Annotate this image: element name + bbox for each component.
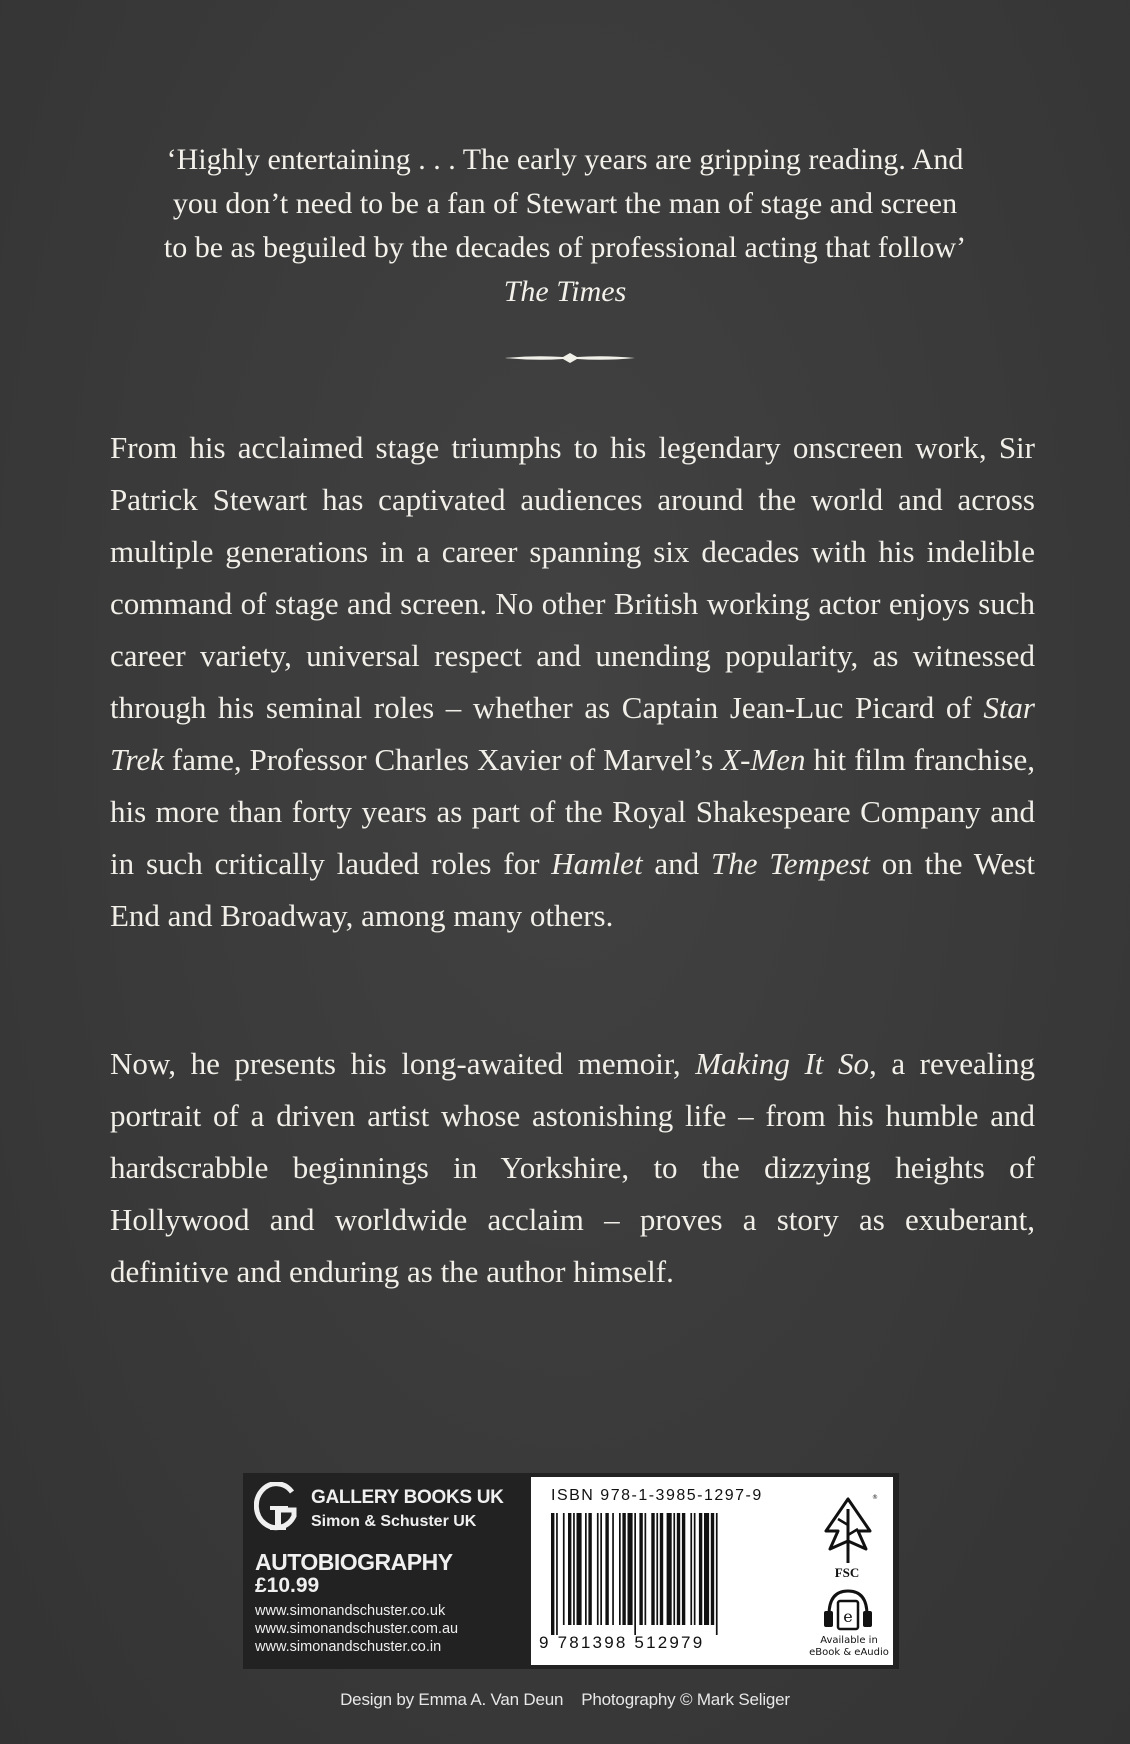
blurb-paragraph-2: [110, 1038, 1035, 1298]
barcode-bar: [639, 1513, 642, 1625]
blurb-text: , a revealing portrait of a driven artist whose astonishing life – from his humble and hardscrabble beginnings in Yorkshire, to the dizzying heights of Hollywood and worldwide acclaim – proves a story as exuberant, definitive and enduring as the author himself.: [110, 1046, 1035, 1289]
barcode-bar: [645, 1513, 647, 1625]
barcode-bar: [704, 1513, 709, 1625]
barcode-bar: [600, 1513, 602, 1625]
quote-line: to be as beguiled by the decades of professional acting that follow’: [163, 231, 967, 264]
isbn-label: ISBN 978-1-3985-1297-9: [551, 1487, 763, 1504]
barcode-bar: [556, 1513, 558, 1635]
ebook-headphones-icon: [819, 1585, 877, 1633]
barcode-bar: [551, 1513, 554, 1635]
photo-credit: Photography © Mark Seliger: [581, 1690, 790, 1709]
barcode-bar: [597, 1513, 599, 1625]
barcode-bar: [585, 1513, 587, 1625]
publisher-name: GALLERY BOOKS UK: [311, 1487, 504, 1508]
svg-text:®: ®: [872, 1494, 878, 1501]
barcode-bar: [568, 1513, 571, 1625]
barcode-bar: [634, 1513, 636, 1635]
barcode-panel: [531, 1477, 893, 1665]
review-quote: [100, 138, 1030, 314]
blurb-text: hit film franchise, his more than forty years as part of the Royal Shakespeare Company and in such critically lauded roles for: [110, 742, 1035, 881]
barcode-bar: [588, 1513, 591, 1625]
barcode-bar: [577, 1513, 582, 1625]
barcode-bar: [677, 1513, 680, 1625]
barcode-bar: [673, 1513, 675, 1625]
url-link: www.simonandschuster.com.au: [255, 1621, 459, 1637]
barcode-bar: [660, 1513, 663, 1625]
quote-line: ‘Highly entertaining . . . The early years are gripping reading. And: [166, 143, 964, 176]
blurb-text: Now, he presents his long-awaited memoir,: [110, 1046, 696, 1081]
title-the-tempest: The Tempest: [711, 846, 870, 881]
barcode-bar: [716, 1513, 718, 1635]
barcode-bar: [622, 1513, 625, 1625]
design-credit: Design by Emma A. Van Deun: [340, 1690, 564, 1709]
barcode-bar: [605, 1513, 608, 1625]
available-line: Available in: [820, 1635, 878, 1646]
blurb-paragraph-1: [110, 422, 1035, 942]
genre-label: AUTOBIOGRAPHY: [255, 1549, 453, 1575]
publisher-parent: Simon & Schuster UK: [311, 1513, 477, 1530]
barcode-digits: 9 781398 512979: [539, 1633, 705, 1652]
quote-line: you don’t need to be a fan of Stewart the man of stage and screen: [172, 187, 958, 220]
publisher-info-box: [243, 1473, 899, 1669]
barcode-bar: [573, 1513, 575, 1625]
svg-text:e: e: [843, 1607, 853, 1626]
available-line: eBook & eAudio: [809, 1647, 889, 1658]
title-x-men: X-Men: [721, 742, 806, 777]
fsc-label: FSC: [834, 1565, 860, 1580]
credits-line: [0, 1690, 1130, 1710]
barcode-bar: [667, 1513, 672, 1625]
url-link: www.simonandschuster.co.uk: [255, 1603, 446, 1619]
barcode-bar: [682, 1513, 685, 1625]
barcode-bar: [690, 1513, 692, 1625]
barcode-bar: [711, 1513, 714, 1625]
blurb-text: and: [642, 846, 712, 881]
barcode-bar: [628, 1513, 633, 1625]
barcode-bar: [699, 1513, 702, 1625]
publisher-panel: [243, 1473, 526, 1669]
barcode-bar: [563, 1513, 565, 1625]
blurb-text: fame, Professor Charles Xavier of Marvel’s: [163, 742, 722, 777]
available-formats: [809, 1635, 889, 1659]
title-hamlet: Hamlet: [551, 846, 643, 881]
title-star-trek: Star Trek: [110, 690, 1035, 777]
fsc-tree-icon: [816, 1491, 880, 1569]
blurb-text: From his acclaimed stage triumphs to his legendary onscreen work, Sir Patrick Stewart has captivated audiences around the world and across multiple generations in a career spanning six decades with his indelible command of stage and screen. No other British working actor enjoys such career variety, universal respect and unending popularity, as witnessed through his seminal roles – whether as Captain Jean-Luc Picard of: [110, 430, 1035, 725]
divider-ornament: [505, 350, 635, 366]
barcode-bar: [651, 1513, 654, 1625]
publisher-urls: [255, 1602, 458, 1656]
barcode-bar: [694, 1513, 696, 1625]
quote-source: The Times: [503, 275, 627, 308]
barcode-icon: [551, 1513, 787, 1635]
price-label: £10.99: [255, 1574, 320, 1597]
barcode-bar: [619, 1513, 621, 1625]
gallery-books-logo-icon: [254, 1482, 300, 1536]
blurb-text: on the West End and Broadway, among many others.: [110, 846, 1035, 933]
title-making-it-so: Making It So: [695, 1046, 869, 1081]
url-link: www.simonandschuster.co.in: [255, 1639, 442, 1655]
barcode-bar: [656, 1513, 658, 1625]
barcode-bar: [612, 1513, 614, 1625]
